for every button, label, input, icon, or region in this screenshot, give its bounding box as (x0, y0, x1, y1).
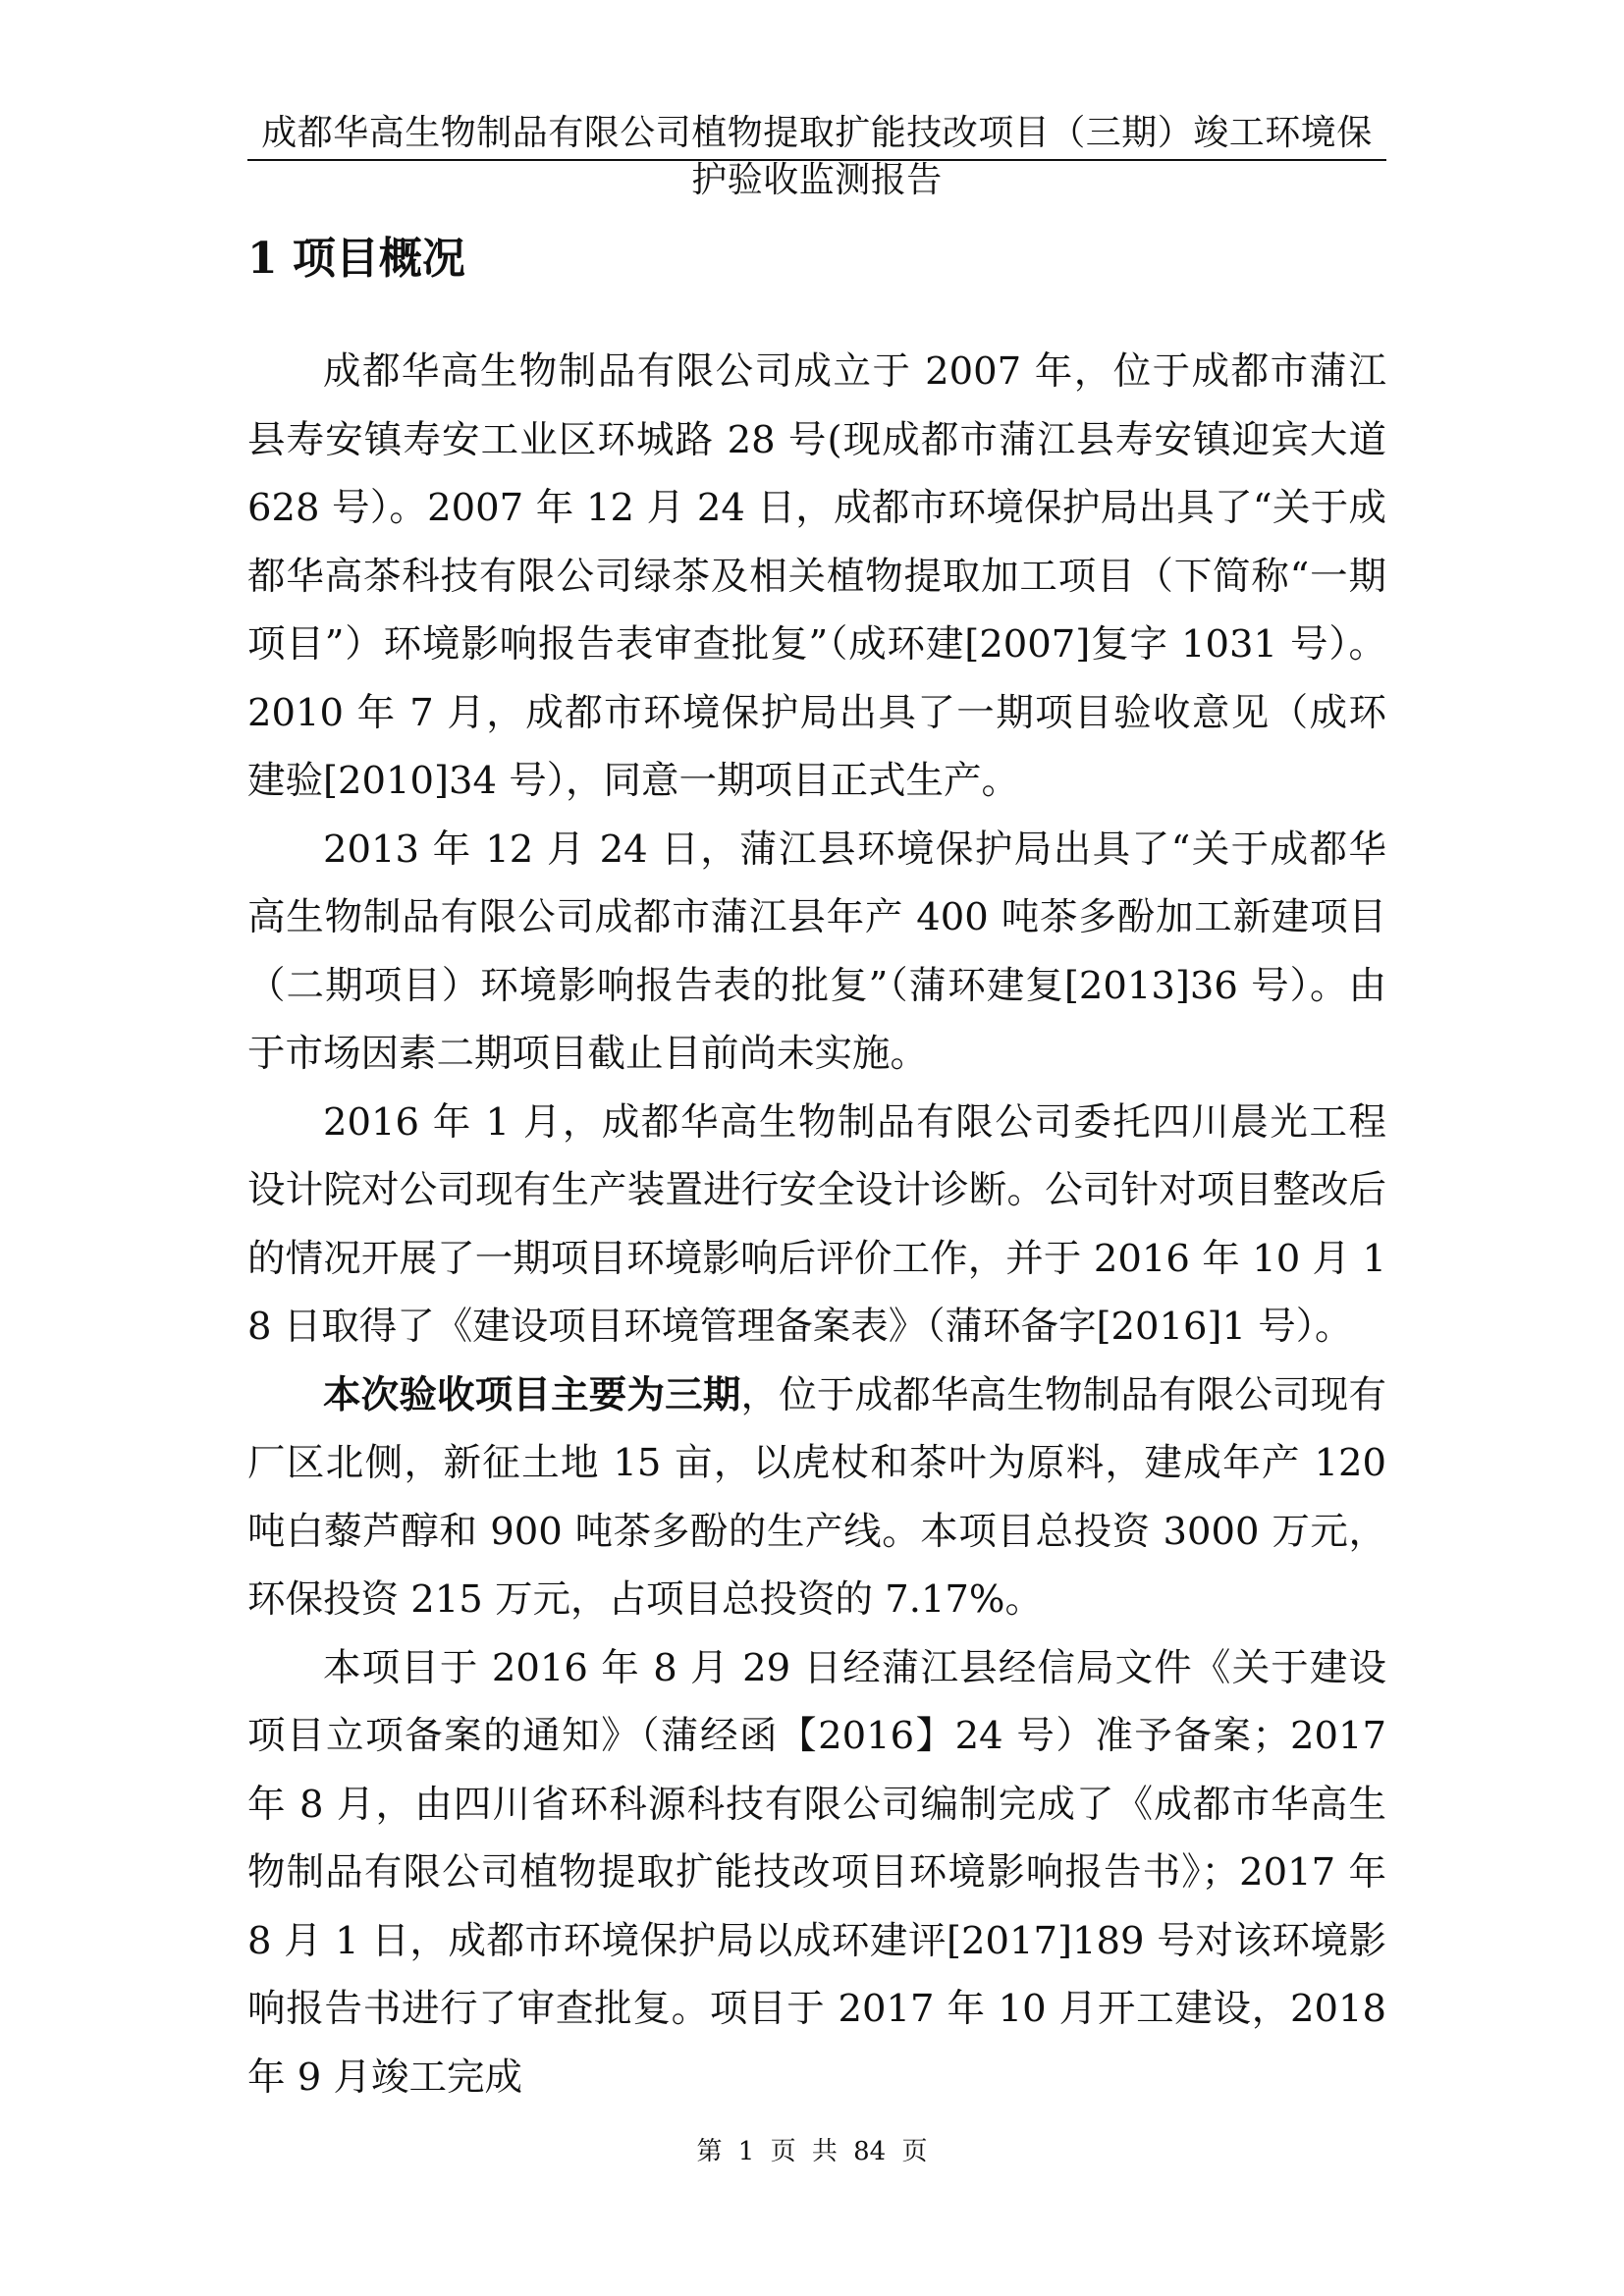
paragraph-phase-three-lead: 本次验收项目主要为三期 (323, 1372, 741, 1417)
section-heading: 1 项目概况 (247, 234, 465, 284)
paragraph-phase-three (247, 1362, 1386, 1634)
paragraph-approvals: 本项目于 2016 年 8 月 29 日经蒲江县经信局文件《关于建设项目立项备案的通知》（蒲经函【2016】24 号）准予备案；2017 年 8 月，由四川省环科源科技有限公司编制完成了《成都市华高生物制品有限公司植物提取扩能技改项目环境影响报告书》；2017 年 8 月 1 日，成都市环境保护局以成环建评[2017]189 号对该环境影响报告书进行了审查批复。项目于 2017 年 10 月开工建设，2018 年 9 月竣工完成 (247, 1645, 1386, 2100)
running-header: 成都华高生物制品有限公司植物提取扩能技改项目（三期）竣工环境保护验收监测报告 (261, 113, 1373, 200)
paragraph-phase-three-body: ，位于成都华高生物制品有限公司现有厂区北侧，新征土地 15 亩，以虎杖和茶叶为原料，建成年产 120 吨白藜芦醇和 900 吨茶多酚的生产线。本项目总投资 3000 万元，环保投资 215 万元，占项目总投资的 7.17%。 (247, 1372, 1386, 1622)
paragraph-company-history: 成都华高生物制品有限公司成立于 2007 年，位于成都市蒲江县寿安镇寿安工业区环城路 28 号(现成都市蒲江县寿安镇迎宾大道 628 号）。2007 年 12 月 24 日，成都市环境保护局出具了“关于成都华高茶科技有限公司绿茶及相关植物提取加工项目（下简称“一期项目”）环境影响报告表审查批复”（成环建[2007]复字 1031 号）。2010 年 7 月，成都市环境保护局出具了一期项目验收意见（成环建验[2010]34 号），同意一期项目正式生产。 (247, 349, 1386, 803)
paragraph-phase-two: 2013 年 12 月 24 日，蒲江县环境保护局出具了“关于成都华高生物制品有限公司成都市蒲江县年产 400 吨茶多酚加工新建项目（二期项目）环境影响报告表的批复”（蒲环建复[2013]36 号）。由于市场因素二期项目截止目前尚未实施。 (247, 827, 1386, 1076)
body-text (247, 338, 1386, 2111)
page-number: 第 1 页 共 84 页 (696, 2137, 928, 2166)
paragraph-safety-diagnosis: 2016 年 1 月，成都华高生物制品有限公司委托四川晨光工程设计院对公司现有生产装置进行安全设计诊断。公司针对项目整改后的情况开展了一期项目环境影响后评价工作，并于 2016 年 10 月 18 日取得了《建设项目环境管理备案表》（蒲环备字[2016]1 号）。 (247, 1099, 1386, 1349)
header-divider (247, 159, 1386, 161)
